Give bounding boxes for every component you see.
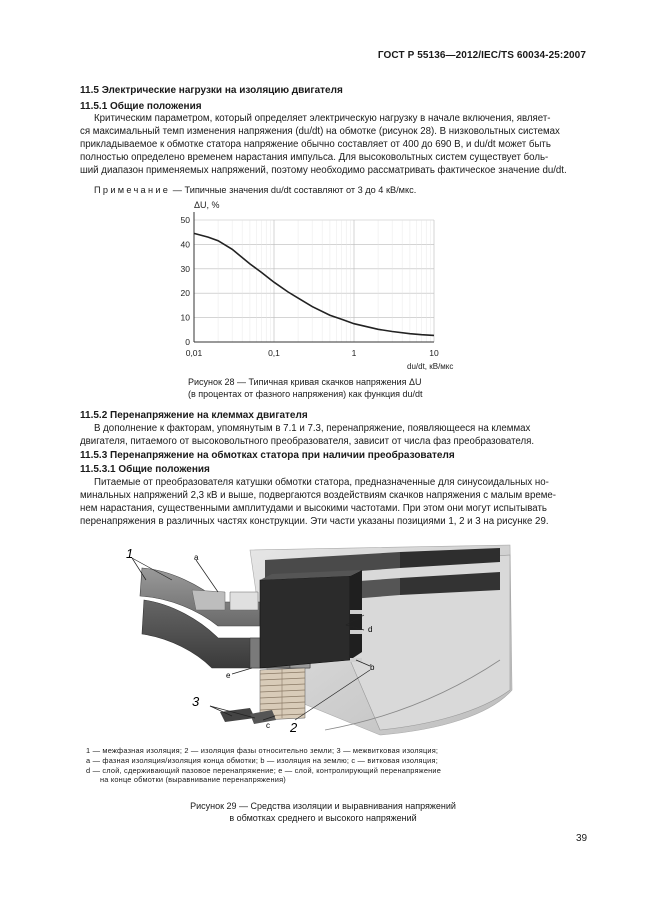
x-tick-label: 1 <box>351 348 357 358</box>
end-coil-upper-band <box>230 592 258 610</box>
section-title-11-5: 11.5 Электрические нагрузки на изоляцию двигателя <box>80 85 343 96</box>
text-line: Критическим параметром, который определяет электрическую нагрузку в начале включения, являет- <box>94 113 551 124</box>
document-code: ГОСТ Р 55136—2012/IEC/TS 60034-25:2007 <box>377 50 586 61</box>
label-1: 1 <box>126 546 134 561</box>
text-line: полностью определено временем нарастания импульса. Для высоковольтных систем существует боль- <box>80 152 549 163</box>
label-3: 3 <box>192 694 200 709</box>
text-line: нем нарастания, существенными амплитудами и высокими частотами. При этом они могут испытывать <box>80 503 547 514</box>
end-coil-upper-band <box>192 590 225 610</box>
figure-29-legend <box>86 746 441 785</box>
caption-line: в обмотках среднего и высокого напряжений <box>229 813 417 823</box>
label-c: c <box>266 721 270 730</box>
x-tick-label: 0,01 <box>185 348 203 358</box>
text-line: В дополнение к факторам, упомянутым в 7.1 и 7.3, перенапряжение, появляющееся на клеммах <box>94 423 531 434</box>
data-series-line <box>194 233 434 335</box>
y-tick-label: 50 <box>180 215 190 225</box>
subsection-title-11-5-3-1: 11.5.3.1 Общие положения <box>80 464 210 475</box>
figure-29-caption <box>0 800 646 824</box>
slot-section-side <box>350 570 362 660</box>
y-tick-label: 40 <box>180 239 190 250</box>
chart-axes <box>194 212 434 342</box>
legend-line: 1 — межфазная изоляция; 2 — изоляция фазы относительно земли; 3 — межвитковая изоляция; <box>86 746 439 755</box>
label-2: 2 <box>290 720 298 735</box>
note <box>94 185 416 195</box>
subsection-title-11-5-1: 11.5.1 Общие положения <box>80 101 202 112</box>
note-text: — Типичные значения du/dt составляют от 3 до 4 кВ/мкс. <box>172 185 417 195</box>
label-d: d <box>368 625 373 634</box>
tick-labels <box>181 215 439 358</box>
label-b: b <box>370 663 375 672</box>
x-tick-label: 10 <box>429 348 439 358</box>
figure-28-caption <box>188 376 423 400</box>
slot-section <box>260 576 350 668</box>
figure-29-illustration <box>100 540 520 740</box>
caption-line: Рисунок 29 — Средства изоляции и выравнивания напряжений <box>190 801 456 811</box>
legend-line: a — фазная изоляция/изоляция конца обмотки; b — изоляция на землю; c — витковая изоляция; <box>86 755 438 765</box>
y-tick-label: 0 <box>185 337 190 347</box>
chart-grid <box>194 220 434 342</box>
subsection-title-11-5-2: 11.5.2 Перенапряжение на клеммах двигателя <box>80 410 308 421</box>
text-line: Питаемые от преобразователя катушки обмотки статора, предназначенные для синусоидальных но- <box>94 477 549 488</box>
caption-line: (в процентах от фазного напряжения) как функция du/dt <box>188 389 423 399</box>
label-e: e <box>226 671 231 680</box>
legend-line: на конце обмотки (выравнивание перенапряжения) <box>100 775 286 785</box>
layer-d <box>350 610 362 614</box>
figure-28-chart <box>170 198 460 376</box>
paragraph-11-5-1 <box>80 112 588 177</box>
page-number: 39 <box>576 833 588 844</box>
text-line: ся максимальный темп изменения напряжения (du/dt) на обмотке (рисунок 28). В низковольтных системах <box>80 126 560 137</box>
label-a: a <box>194 553 199 562</box>
subsection-title-11-5-3: 11.5.3 Перенапряжение на обмотках статора при наличии преобразователя <box>80 450 455 461</box>
y-tick-label: 10 <box>180 312 190 323</box>
y-tick-label: 30 <box>180 263 190 274</box>
text-line: минальных напряжений 2,3 кВ и выше, подвергаются воздействиям скачков напряжения с малым време- <box>80 490 557 501</box>
text-line: прикладываемое к обмотке статора напряжение обычно составляет от 400 до 690 В, и du/dt может быть <box>80 139 551 150</box>
layer-d <box>350 630 362 634</box>
y-axis-label: ΔU, % <box>194 200 220 210</box>
paragraph-11-5-2 <box>80 422 588 448</box>
paragraph-11-5-3-1 <box>80 476 588 528</box>
text-line: двигателя, питаемого от высоковольтного преобразователя, зависит от числа фаз преобразователя. <box>80 436 535 447</box>
note-label: Примечание <box>94 185 171 195</box>
y-tick-label: 20 <box>180 288 190 299</box>
text-line: ший диапазон применяемых напряжений, поэтому необходимо рассматривать фактическое значение du/dt. <box>80 165 567 176</box>
x-tick-label: 0,1 <box>268 348 280 358</box>
legend-line: d — слой, сдерживающий пазовое перенапряжение; e — слой, контролирующий перенапряжение <box>86 765 442 775</box>
text-line: перенапряжения в различных частях конструкции. Эти части указаны позициями 1, 2 и 3 на рисунке 29. <box>80 516 549 527</box>
caption-line: Рисунок 28 — Типичная кривая скачков напряжения ΔU <box>188 377 422 387</box>
x-axis-label: du/dt, кВ/мкс <box>407 362 454 371</box>
